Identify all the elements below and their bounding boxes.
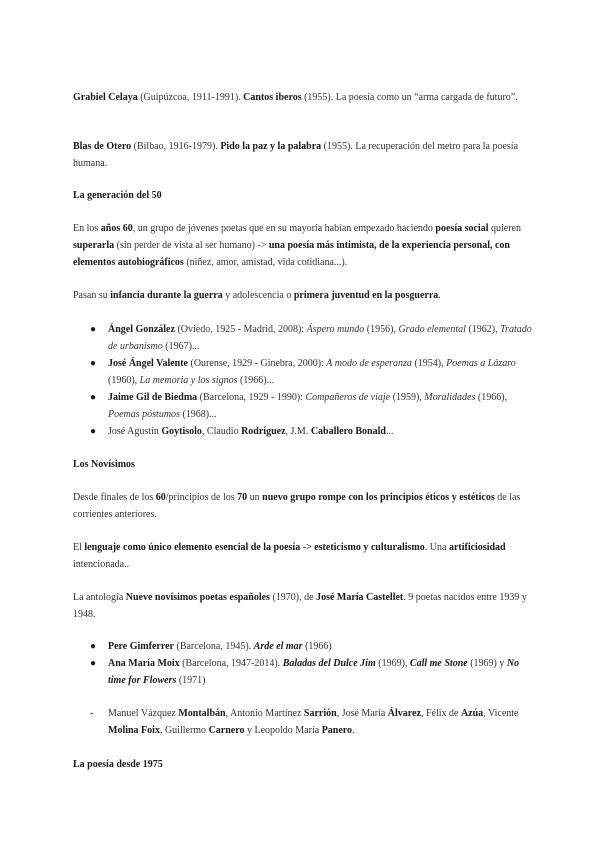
text-span: El — [73, 542, 85, 553]
work-title: Cantos iberos — [243, 92, 302, 103]
author-name: Jaime Gil de Biedma — [108, 392, 198, 403]
author-name: Goytisolo — [161, 426, 202, 437]
bold-span: primera juventud en la posguerra — [293, 290, 439, 301]
text-span: de las corrientes anteriores. — [73, 492, 521, 520]
text-span: y adolescencia o — [222, 290, 294, 301]
text-span: (1955). La recuperación del metro para la poesía humana. — [73, 141, 519, 169]
author-name: Sarrión — [303, 708, 337, 719]
list-item-gimferrer — [73, 638, 533, 655]
text-span: (sin perder de vista al ser humano) -> — [114, 240, 269, 251]
list-item-moix — [73, 655, 533, 689]
author-name: Azúa — [460, 708, 484, 719]
author-name: Grabiel Celaya — [73, 92, 138, 103]
author-name: Caballero Bonald — [310, 426, 386, 437]
text-span: , J.M. — [285, 426, 311, 437]
text-span: un — [247, 492, 263, 503]
text-span: (Ourense, 1929 - Ginebra, 2000): — [188, 358, 327, 369]
bold-span: lenguaje como único elemento esencial de la poesía -> esteticismo y culturalismo — [84, 542, 425, 553]
work-title: No time for Flowers — [108, 658, 520, 686]
author-name: Ángel González — [108, 324, 175, 335]
bold-span: 60 — [155, 492, 166, 503]
text-span: (1954), — [411, 358, 447, 369]
list-item-text — [108, 321, 533, 355]
text-span: intencionada.. — [73, 559, 130, 570]
work-title: Arde el mar — [253, 641, 303, 652]
work-title: Tratado de urbanismo — [108, 324, 532, 352]
author-name: Montalbán — [178, 708, 226, 719]
work-title: A modo de esperanza — [326, 358, 412, 369]
text-span: Desde finales de los — [73, 492, 156, 503]
author-name: Rodríguez — [241, 426, 286, 437]
bold-span: 70 — [237, 492, 248, 503]
text-span: ... — [385, 426, 394, 437]
work-title: Compañeros de viaje — [305, 392, 391, 403]
author-name: Molina Foix — [108, 725, 160, 736]
bullet-icon: ● — [90, 426, 97, 437]
text-span: (1962), — [465, 324, 501, 335]
text-span: José Agustín — [108, 426, 162, 437]
author-name: Blas de Otero — [73, 141, 132, 152]
text-span: . — [352, 725, 355, 736]
author-name: Pere Gimferrer — [108, 641, 174, 652]
text-span: (1969), — [375, 658, 410, 669]
work-title: Moralidades — [424, 392, 476, 403]
text-span: (1967)... — [162, 341, 200, 352]
bold-span: Nueve novísimos poetas españoles — [125, 592, 270, 603]
bullet-icon: ● — [90, 324, 97, 335]
list-item-angel-gonzalez — [73, 321, 533, 355]
text-span: La antología — [73, 592, 126, 603]
text-span: (1960), — [108, 375, 140, 386]
list-item-text — [108, 355, 533, 389]
paragraph-novisimos-lenguaje — [73, 539, 528, 573]
author-name: Álvarez — [387, 708, 421, 719]
text-span: (1969) y — [467, 658, 507, 669]
list-item-text — [108, 655, 533, 689]
text-span: Manuel Vázquez — [108, 708, 179, 719]
paragraph-novisimos-intro — [73, 489, 528, 523]
text-span: (Guipúzcoa, 1911-1991). — [137, 92, 244, 103]
text-span: (1956), — [364, 324, 399, 335]
work-title: Call me Stone — [409, 658, 468, 669]
text-span: (1966)... — [237, 375, 275, 386]
list-item-text — [108, 705, 533, 739]
author-name: Panero — [321, 725, 353, 736]
text-span: . — [438, 290, 441, 301]
paragraph-celaya — [73, 89, 528, 106]
bold-span: superarla — [73, 240, 115, 251]
bold-span: años 60 — [100, 223, 133, 234]
list-item-others-gen50 — [73, 423, 533, 440]
text-span: (1966) — [302, 641, 332, 652]
list-item-other-novisimos — [73, 705, 533, 739]
paragraph-otero — [73, 138, 528, 172]
text-span: (Barcelona, 1929 - 1990): — [197, 392, 306, 403]
author-name: Ana María Moix — [108, 658, 180, 669]
text-span: , Félix de — [420, 708, 461, 719]
list-item-text — [108, 389, 533, 423]
heading-generacion-50: La generación del 50 — [73, 190, 162, 201]
text-span: . 9 poetas nacidos entre 1939 y 1948. — [73, 592, 527, 620]
author-name: Carnero — [208, 725, 245, 736]
bold-span: José María Castellet — [316, 592, 404, 603]
work-title: Áspero mundo — [306, 324, 365, 335]
paragraph-gen50-intro — [73, 220, 528, 271]
work-title: Pido la paz y la palabra — [220, 141, 322, 152]
text-span: (Barcelona, 1947-2014). — [179, 658, 283, 669]
text-span: (1966), — [475, 392, 508, 403]
author-name: José Ángel Valente — [108, 358, 188, 369]
text-span: y Leopoldo María — [244, 725, 322, 736]
heading-poesia-1975: La poesía desde 1975 — [73, 759, 163, 770]
text-span: , Vicente — [483, 708, 519, 719]
bold-span: poesía social — [435, 223, 489, 234]
text-span: (Bilbao, 1916-1979). — [131, 141, 221, 152]
text-span: , José María — [336, 708, 388, 719]
list-item-text — [108, 638, 533, 655]
text-span: , un grupo de jóvenes poetas que en su mayoría habían empezado haciendo — [132, 223, 436, 234]
list-item-valente — [73, 355, 533, 389]
bullet-icon: ● — [90, 392, 97, 403]
text-span: (1971) — [176, 675, 206, 686]
text-span: Pasan su — [73, 290, 111, 301]
work-title: La memoria y los signos — [139, 375, 238, 386]
list-item-text — [108, 423, 533, 440]
bullet-icon: ● — [90, 358, 97, 369]
text-span: En los — [73, 223, 101, 234]
text-span: (Barcelona, 1945). — [173, 641, 254, 652]
text-span: (1955). La poesía como un “arma cargada de futuro”. — [301, 92, 518, 103]
paragraph-novisimos-antologia — [73, 589, 528, 623]
text-span: (1959), — [390, 392, 425, 403]
work-title: Grado elemental — [398, 324, 466, 335]
bold-span: infancia durante la guerra — [110, 290, 223, 301]
text-span: . Una — [424, 542, 449, 553]
work-title: Baladas del Dulce Jim — [282, 658, 376, 669]
bold-span: una poesía más intimista, de la experiencia personal, con elementos autobiográficos — [73, 240, 510, 268]
bullet-icon: ● — [90, 641, 97, 652]
text-span: , Antonio Martínez — [225, 708, 304, 719]
list-item-gil-de-biedma — [73, 389, 533, 423]
heading-novisimos: Los Novísimos — [73, 459, 135, 470]
work-title: Poemas póstumos — [108, 409, 180, 420]
paragraph-gen50-infancia — [73, 287, 528, 304]
work-title: Poemas a Lázaro — [446, 358, 516, 369]
text-span: , Claudio — [201, 426, 242, 437]
text-span: quieren — [488, 223, 521, 234]
bold-span: nuevo grupo rompe con los principios éticos y estéticos — [262, 492, 495, 503]
text-span: /principios de los — [165, 492, 238, 503]
bullet-icon: ● — [90, 658, 97, 669]
text-span: (1968)... — [179, 409, 217, 420]
bold-span: artificiosidad — [448, 542, 506, 553]
text-span: (niñez, amor, amistad, vida cotidiana...). — [183, 257, 348, 268]
text-span: , Guillermo — [159, 725, 209, 736]
text-span: (Oviedo, 1925 - Madrid, 2008): — [174, 324, 307, 335]
dash-icon: - — [90, 708, 94, 719]
text-span: (1970), de — [269, 592, 317, 603]
